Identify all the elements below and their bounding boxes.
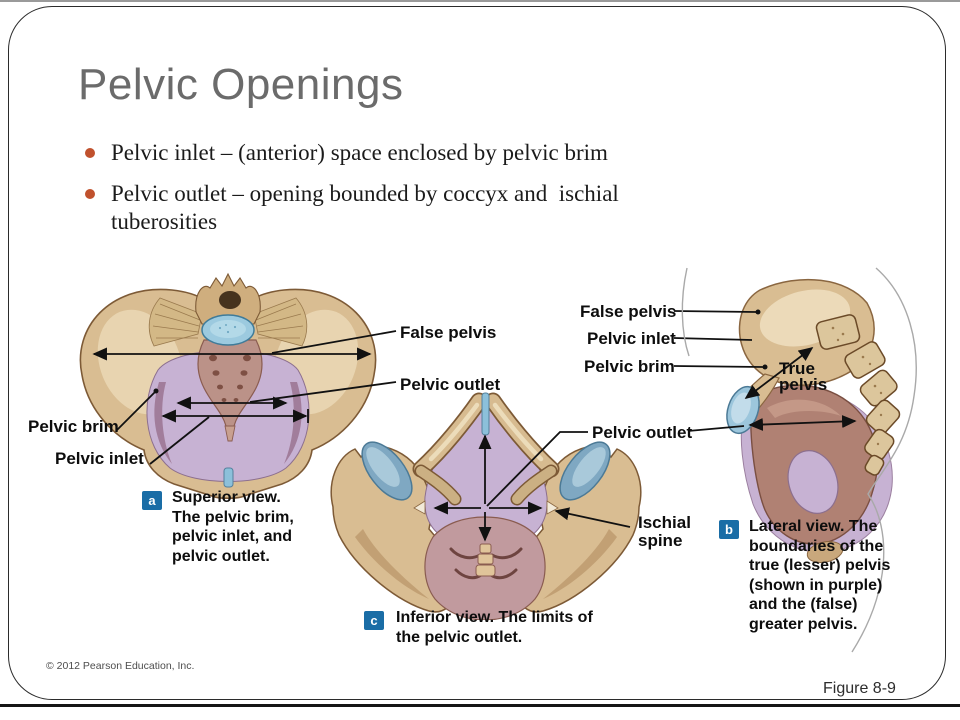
label-ischial-spine: Ischial spine [638, 513, 691, 550]
label-pelvic-brim-lateral: Pelvic brim [584, 357, 675, 376]
label-pelvic-inlet-lateral: Pelvic inlet [587, 329, 676, 348]
bottom-edge-line [0, 704, 960, 707]
panel-marker-c: c [364, 611, 384, 630]
panel-marker-b: b [719, 520, 739, 539]
label-pelvic-inlet-superior: Pelvic inlet [55, 449, 144, 468]
bullet-text: Pelvic outlet – opening bounded by coccyx and ischial tuberosities [111, 181, 625, 234]
bullet-text: Pelvic inlet – (anterior) space enclosed by pelvic brim [111, 140, 608, 165]
label-false-pelvis-superior: False pelvis [400, 323, 497, 342]
bullet-marker-icon [85, 189, 95, 199]
inferior-view-illustration [325, 387, 717, 620]
panel-caption-b: Lateral view. The boundaries of the true (lesser) pelvis (shown in purple) and the (false) greater pelvis. [749, 518, 891, 633]
top-edge-line [0, 0, 960, 2]
bullet-item-pelvic-outlet [82, 180, 711, 236]
copyright-text: © 2012 Pearson Education, Inc. [46, 660, 195, 672]
label-pelvic-brim-superior: Pelvic brim [28, 417, 119, 436]
bullet-item-pelvic-inlet [82, 139, 711, 167]
panel-caption-a: Superior view. The pelvic brim, pelvic inlet, and pelvic outlet. [172, 489, 294, 565]
panel-marker-a: a [142, 491, 162, 510]
bullet-list [82, 139, 711, 249]
page-title: Pelvic Openings [78, 60, 404, 109]
panel-caption-c: Inferior view. The limits of the pelvic outlet. [396, 609, 593, 646]
figure-number: Figure 8-9 [823, 680, 896, 697]
label-false-pelvis-lateral: False pelvis [580, 302, 677, 321]
label-true-pelvis: True pelvis [779, 359, 828, 394]
label-pelvic-outlet-superior: Pelvic outlet [400, 375, 501, 394]
label-pelvic-outlet-shared: Pelvic outlet [592, 423, 693, 442]
bullet-marker-icon [85, 148, 95, 158]
